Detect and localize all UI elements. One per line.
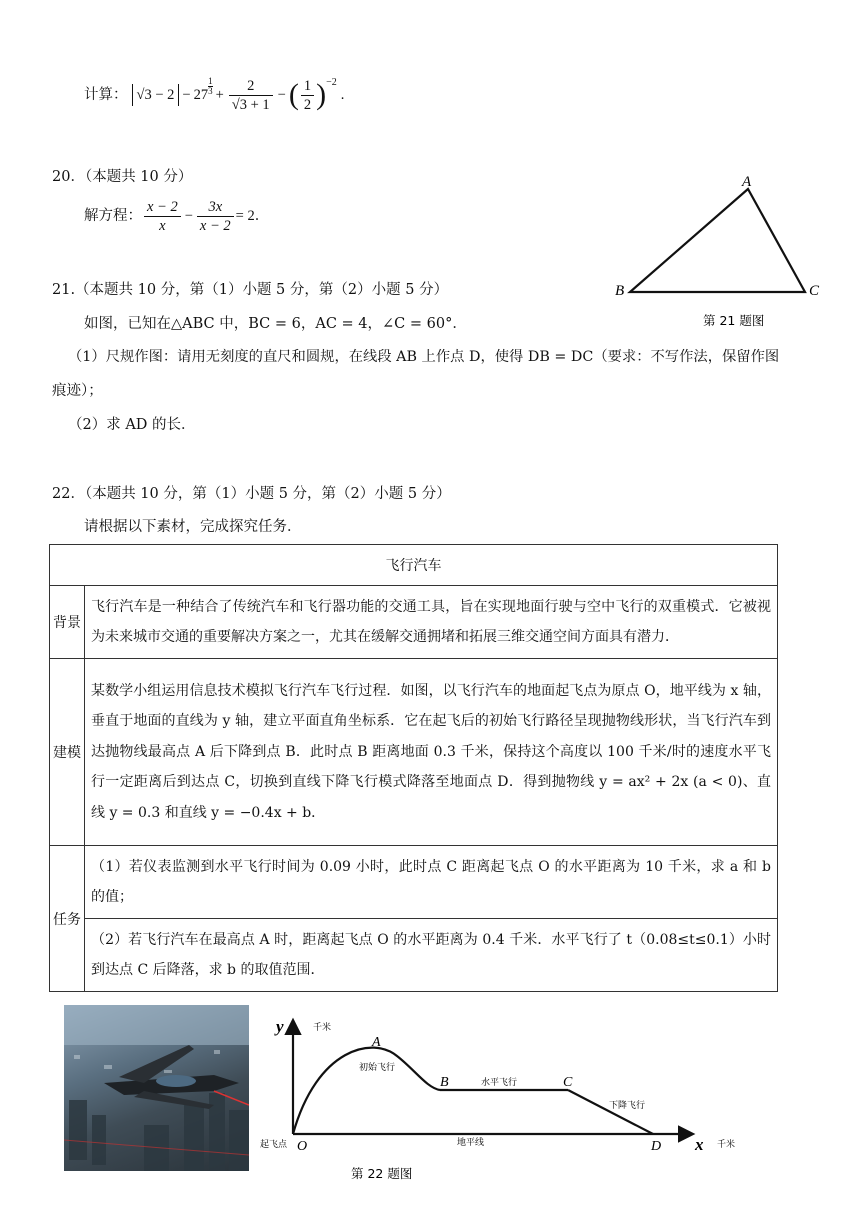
graph-x-label: x xyxy=(695,1135,704,1154)
q19-minus: − xyxy=(182,87,191,103)
q22-number: 22．（本题共 10 分，第（1）小题 5 分，第（2）小题 5 分） xyxy=(52,486,451,502)
graph-y-unit: 千米 xyxy=(313,1023,332,1033)
q19-base: 27 xyxy=(193,87,209,103)
graph-horizon-label: 地平线 xyxy=(457,1138,485,1148)
task2-row xyxy=(50,919,778,992)
modeling-label: 建模 xyxy=(50,659,85,846)
flight-path-descend xyxy=(568,1090,653,1134)
q20-fraction-2 xyxy=(197,198,234,235)
task1-text: （1）若仪表监测到水平飞行时间为 0.09 小时，此时点 C 距离起飞点 O 的水平距离为 10 千米，求 a 和 b 的值； xyxy=(85,846,778,919)
graph-descend-flight: 下降飞行 xyxy=(609,1101,646,1111)
q20-equation xyxy=(84,194,269,238)
q20-prefix: 解方程： xyxy=(84,208,142,224)
q19-exp-den: 3 xyxy=(208,85,213,96)
q20-minus: − xyxy=(184,208,193,224)
background-row xyxy=(50,586,778,659)
graph-initial-flight: 初始飞行 xyxy=(359,1063,396,1073)
modeling-text: 某数学小组运用信息技术模拟飞行汽车飞行过程．如图，以飞行汽车的地面起飞点为原点 O，地平线为 x 轴，垂直于地面的直线为 y 轴，建立平面直角坐标系．它在起飞后的初始飞行路径呈现抛物线形状，当飞行汽车到达抛物线最高点 A 后下降到点 B．此时点 B 距离地面 0.3 千米，保持这个高度以 100 千米/时的速度水平飞行一定距离后到达点 C，切换到直线下降飞行模式降落至地面点 D．得到抛物线 y = ax² + 2x (a < 0)、直线 y = 0.3 和直线 y = −0.4x + b． xyxy=(85,659,778,846)
q21-part2: （2）求 AD 的长． xyxy=(68,417,196,433)
task2-text: （2）若飞行汽车在最高点 A 时，距离起飞点 O 的水平距离为 0.4 千米．水平飞行了 t（0.08≤t≤0.1）小时到达点 C 后降落，求 b 的取值范围． xyxy=(85,919,778,992)
q19-plus: + xyxy=(215,87,224,103)
task1-row xyxy=(50,846,778,919)
q20-f1-den: x xyxy=(159,217,166,234)
q20-f2-den: x − 2 xyxy=(199,217,231,234)
graph-point-d: D xyxy=(651,1139,662,1154)
graph-point-b: B xyxy=(440,1075,449,1090)
background-label: 背景 xyxy=(50,586,85,659)
q19-frac-num: 2 xyxy=(229,77,273,96)
background-text: 飞行汽车是一种结合了传统汽车和飞行器功能的交通工具，旨在实现地面行驶与空中飞行的双重模式．它被视为未来城市交通的重要解决方案之一，尤其在缓解交通拥堵和拓展三维交通空间方面具有潜力． xyxy=(85,586,778,659)
flying-car-photo xyxy=(64,1005,249,1171)
q19-paren-exp: −2 xyxy=(326,77,337,88)
q22-flight-graph xyxy=(255,1008,755,1198)
vertex-a-label: A xyxy=(742,174,752,190)
q19-frac-den: √3 + 1 xyxy=(231,96,270,113)
vertex-b-label: B xyxy=(615,283,625,299)
q19-exponent xyxy=(208,77,213,96)
figure-21-caption: 第 21 题图 xyxy=(703,313,765,328)
task-label: 任务 xyxy=(50,846,85,992)
flying-car-illustration xyxy=(64,1005,249,1171)
flight-path-parabola xyxy=(293,1048,440,1134)
graph-point-a: A xyxy=(372,1035,381,1050)
graph-point-c: C xyxy=(563,1075,573,1090)
q19-paren-open: ( xyxy=(288,78,299,111)
q19-paren-den: 2 xyxy=(303,96,312,113)
q19-paren-fraction xyxy=(301,77,314,114)
graph-y-label: y xyxy=(276,1017,284,1036)
q21-number: 21.（本题共 10 分，第（1）小题 5 分，第（2）小题 5 分） xyxy=(52,282,449,298)
q20-fraction-1 xyxy=(144,198,181,235)
q20-number: 20．（本题共 10 分） xyxy=(52,169,193,185)
q19-abs: √3 − 2 xyxy=(132,84,180,106)
table-title-row xyxy=(50,545,778,586)
graph-takeoff-label: 起飞点 xyxy=(260,1140,288,1150)
q21-part1-line2: 痕迹）； xyxy=(52,383,103,399)
q19-exp-num: 1 xyxy=(208,75,213,86)
q19-paren-close: ) xyxy=(316,78,327,111)
q22-intro: 请根据以下素材，完成探究任务． xyxy=(84,519,302,535)
graph-x-unit: 千米 xyxy=(717,1140,736,1150)
q19-fraction xyxy=(229,77,273,114)
q20-rhs: = 2． xyxy=(235,208,270,224)
q22-material-table xyxy=(49,544,778,992)
vertex-c-label: C xyxy=(809,283,820,299)
q20-f1-num: x − 2 xyxy=(144,198,181,217)
q19-prefix: 计算： xyxy=(84,87,128,103)
graph-origin: O xyxy=(297,1139,308,1154)
q21-triangle-figure xyxy=(605,168,835,338)
q19-end: . xyxy=(340,87,345,103)
q20-f2-num: 3x xyxy=(197,198,234,217)
modeling-row xyxy=(50,659,778,846)
table-title: 飞行汽车 xyxy=(50,545,778,586)
triangle-abc xyxy=(630,189,805,292)
q19-minus2: − xyxy=(277,87,286,103)
q21-part1-line1: （1）尺规作图：请用无刻度的直尺和圆规，在线段 AB 上作点 D，使得 DB = DC（要求：不写作法，保留作图 xyxy=(68,349,780,365)
graph-level-flight: 水平飞行 xyxy=(481,1078,518,1088)
q19-paren-num: 1 xyxy=(301,77,314,96)
q19-expression xyxy=(84,75,345,113)
figure-22-caption: 第 22 题图 xyxy=(351,1166,413,1181)
q21-given: 如图，已知在△ABC 中，BC = 6，AC = 4，∠C = 60°． xyxy=(84,316,467,332)
